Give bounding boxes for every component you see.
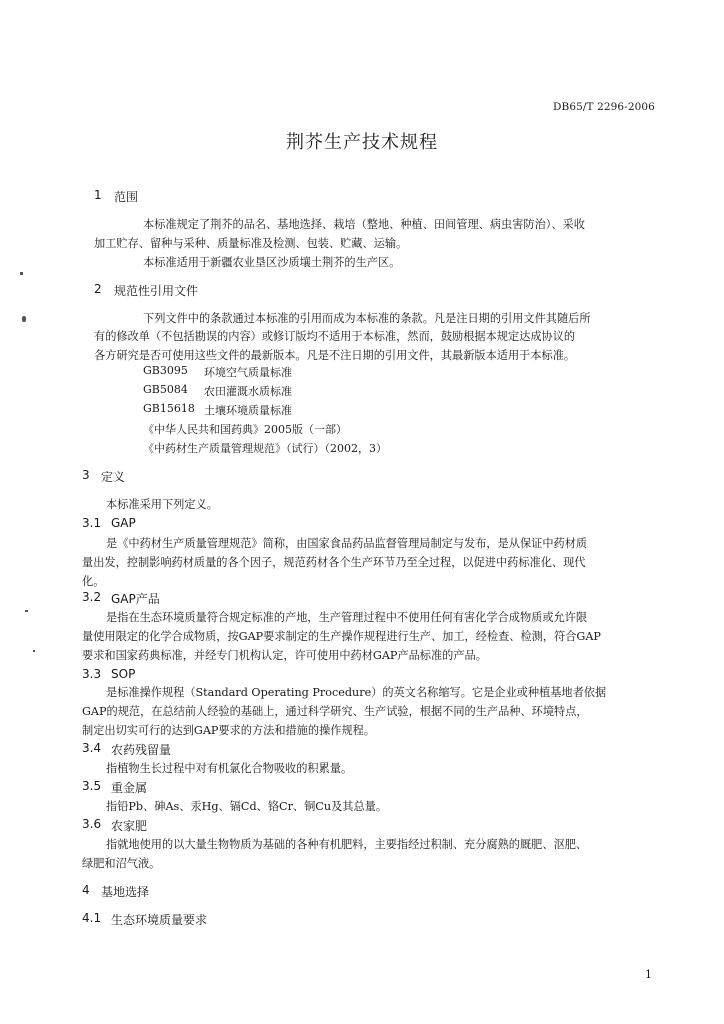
- section-1-line-3: 本标准适用于新疆农业垦区沙质壤土荆芥的生产区。: [143, 256, 401, 269]
- section-3-heading: 定义: [101, 470, 126, 484]
- definition-line: 绿肥和沼气液。: [82, 857, 161, 870]
- standard-code: DB65/T 2296-2006: [553, 101, 655, 113]
- section-2-line-2: 有的修改单（不包括勘误的内容）或修订版均不适用于本标准，然而，鼓励根据本规定达成协议的: [94, 330, 576, 343]
- definition-line: 要求和国家药典标准，并经专门机构认定，许可使用中药材GAP产品标准的产品。: [82, 649, 487, 662]
- section-1-line-2: 加工贮存、留种与采种、质量标准及检测、包装、贮藏、运输。: [94, 237, 408, 250]
- reference-code: GB15618: [143, 402, 195, 415]
- definition-term: GAP: [111, 516, 136, 530]
- definition-line: 指植物生长过程中对有机氯化合物吸收的积累量。: [106, 762, 353, 775]
- scan-speck: [33, 650, 35, 652]
- section-1-number: 1: [94, 188, 102, 202]
- definition-line: 是标准操作规程（Standard Operating Procedure）的英文名称缩写。它是企业或种植基地者依据: [106, 686, 607, 699]
- definition-line: 是《中药材生产质量管理规范》简称，由国家食品药品监督管理局制定与发布，是从保证中药材质: [106, 537, 588, 550]
- section-1-heading: 范围: [114, 190, 139, 204]
- section-2-heading: 规范性引用文件: [114, 284, 199, 298]
- definition-number: 3.5: [82, 779, 102, 793]
- reference-code: GB5084: [143, 383, 188, 396]
- reference-name: 农田灌溉水质标准: [204, 385, 292, 398]
- section-1-line-1: 本标准规定了荆芥的品名、基地选择、栽培（整地、种植、田间管理、病虫害防治）、采收: [143, 218, 585, 231]
- definition-term: 农药残留量: [111, 743, 172, 757]
- definition-term: SOP: [111, 667, 136, 681]
- section-4-number: 4: [82, 883, 90, 897]
- section-2-number: 2: [94, 282, 102, 296]
- definition-line: 化。: [82, 575, 105, 588]
- definition-term: GAP产品: [111, 592, 160, 606]
- definition-number: 3.1: [82, 516, 102, 530]
- document-title: 荆芥生产技术规程: [286, 132, 438, 153]
- subsection-number: 4.1: [82, 911, 102, 925]
- section-3-intro: 本标准采用下列定义。: [106, 498, 218, 511]
- section-3-number: 3: [82, 468, 90, 482]
- definition-term: 重金属: [111, 781, 148, 795]
- definition-line: 是指在生态环境质量符合规定标准的产地，生产管理过程中不使用任何有害化学合成物质或允许限: [106, 611, 588, 624]
- scan-speck: [22, 316, 26, 322]
- section-2-line-1: 下列文件中的条款通过本标准的引用而成为本标准的条款。凡是注日期的引用文件其随后所: [143, 312, 591, 325]
- definition-number: 3.3: [82, 667, 102, 681]
- definition-line: 制定出切实可行的达到GAP要求的方法和措施的操作规程。: [82, 724, 376, 737]
- definition-number: 3.4: [82, 741, 102, 755]
- definition-number: 3.6: [82, 817, 102, 831]
- reference-book: 《中华人民共和国药典》2005版（一部）: [143, 423, 347, 436]
- definition-line: GAP的规范，在总结前人经验的基础上，通过科学研究、生产试验，根据不同的生产品种、环境特点，: [82, 705, 588, 718]
- definition-line: 指铅Pb、砷As、汞Hg、镉Cd、铬Cr、铜Cu及其总量。: [106, 800, 388, 813]
- definition-line: 指就地使用的以大量生物物质为基础的各种有机肥料，主要指经过积制、充分腐熟的厩肥、沤肥、: [106, 838, 588, 851]
- reference-name: 环境空气质量标准: [204, 366, 292, 379]
- reference-book: 《中药材生产质量管理规范》（试行）（2002，3）: [143, 442, 387, 455]
- scan-speck: [25, 610, 28, 612]
- definition-number: 3.2: [82, 590, 102, 604]
- page-number: 1: [645, 968, 652, 981]
- section-2-line-3: 各方研究是否可使用这些文件的最新版本。凡是不注日期的引用文件，其最新版本适用于本标准。: [94, 349, 576, 362]
- reference-code: GB3095: [143, 364, 188, 377]
- definition-term: 农家肥: [111, 819, 148, 833]
- subsection-heading: 生态环境质量要求: [111, 913, 208, 927]
- scan-speck: [20, 272, 23, 275]
- section-4-heading: 基地选择: [101, 885, 150, 899]
- reference-name: 土壤环境质量标准: [204, 404, 292, 417]
- definition-line: 量使用限定的化学合成物质，按GAP要求制定的生产操作规程进行生产、加工，经检查、检测，符合GAP: [82, 630, 601, 643]
- definition-line: 量出发，控制影响药材质量的各个因子，规范药材各个生产环节乃至全过程，以促进中药标准化、现代: [82, 556, 586, 569]
